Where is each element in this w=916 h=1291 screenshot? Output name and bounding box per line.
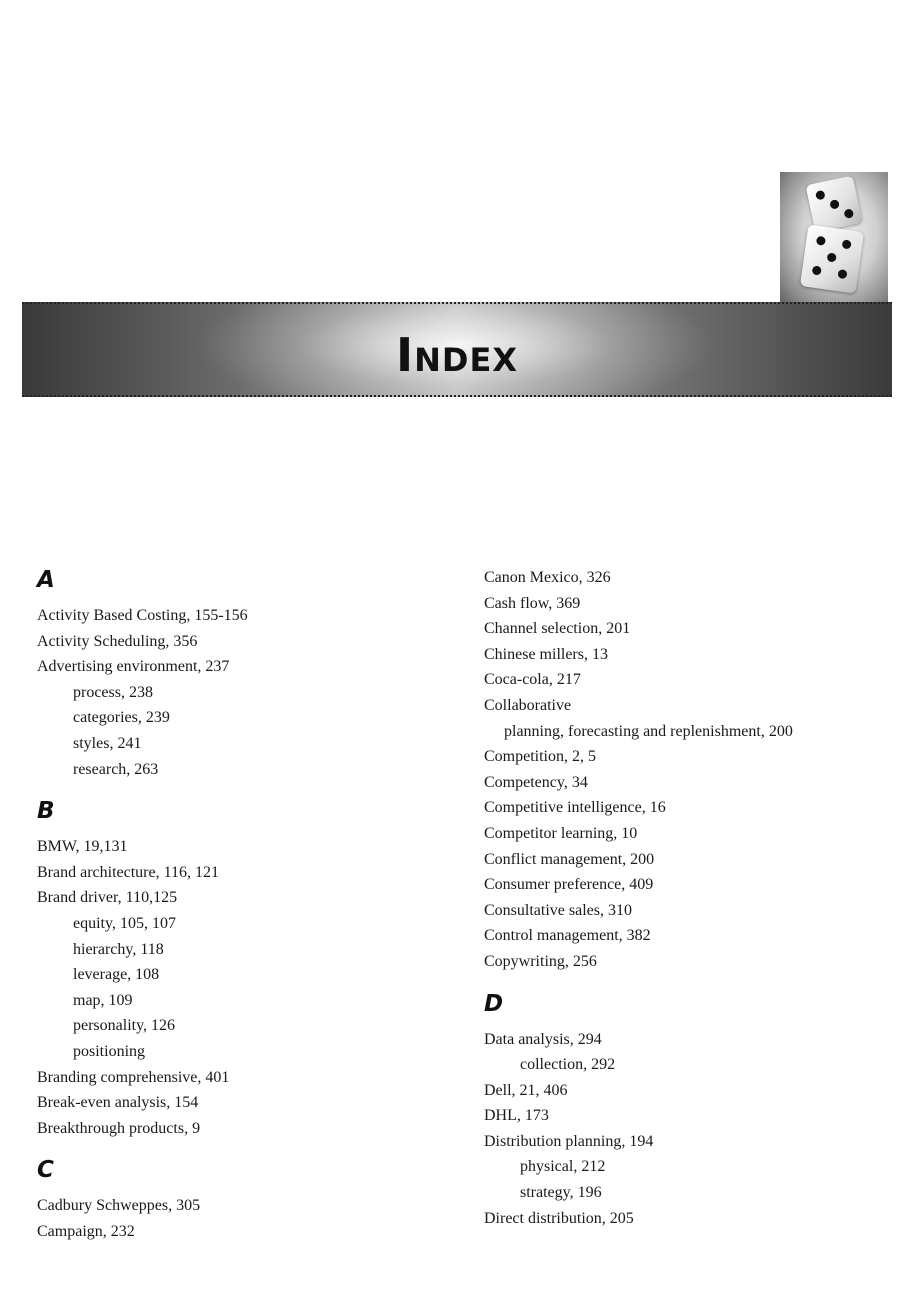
index-entry: Direct distribution, 205 xyxy=(484,1209,634,1227)
index-entry: Canon Mexico, 326 xyxy=(484,569,611,586)
index-entry: Brand architecture, 116, 121 xyxy=(37,863,220,881)
index-entry: Cash flow, 369 xyxy=(484,594,581,612)
index-entry: Channel selection, 201 xyxy=(484,620,631,638)
index-entry: Coca-cola, 217 xyxy=(484,671,581,689)
dice-icon xyxy=(780,172,888,306)
index-subentry: planning, forecasting and replenishment, 200 xyxy=(504,722,793,740)
index-entry: Control management, 382 xyxy=(484,927,651,945)
index-entry: DHL, 173 xyxy=(484,1107,549,1125)
index-entry: Breakthrough products, 9 xyxy=(37,1119,201,1137)
page-title: INDEX xyxy=(396,328,518,382)
section-letter: B xyxy=(37,798,55,825)
index-subentry: research, 263 xyxy=(73,760,159,778)
index-subentry: map, 109 xyxy=(73,991,133,1009)
index-entry: Competition, 2, 5 xyxy=(484,748,596,766)
index-subentry: styles, 241 xyxy=(73,734,142,752)
index-entry: Data analysis, 294 xyxy=(484,1030,602,1048)
index-entry: Advertising environment, 237 xyxy=(37,658,230,676)
index-entry: Brand driver, 110,125 xyxy=(37,889,178,907)
index-subentry: strategy, 196 xyxy=(520,1184,602,1202)
index-entry: Collaborative xyxy=(484,696,572,714)
index-entry: Consultative sales, 310 xyxy=(484,901,632,919)
index-entry: Copywriting, 256 xyxy=(484,952,597,970)
index-entry: BMW, 19,131 xyxy=(37,838,128,856)
index-entry: Campaign, 232 xyxy=(37,1222,135,1240)
index-subentry: positioning xyxy=(73,1042,146,1060)
index-entry: Chinese millers, 13 xyxy=(484,645,608,663)
index-subentry: leverage, 108 xyxy=(73,966,160,984)
index-entry: Break-even analysis, 154 xyxy=(37,1094,199,1112)
index-entry: Dell, 21, 406 xyxy=(484,1081,568,1099)
index-subentry: categories, 239 xyxy=(73,709,170,727)
index-entry: Distribution planning, 194 xyxy=(484,1132,654,1150)
index-column-left xyxy=(37,565,437,1244)
index-subentry: physical, 212 xyxy=(520,1158,606,1176)
index-entry: Consumer preference, 409 xyxy=(484,876,654,894)
section-letter: C xyxy=(37,1157,54,1184)
section-letter: D xyxy=(484,990,504,1017)
index-entry: Competitor learning, 10 xyxy=(484,824,638,842)
index-subentry: process, 238 xyxy=(73,683,153,701)
index-entry: Cadbury Schweppes, 305 xyxy=(37,1197,201,1215)
index-subentry: personality, 126 xyxy=(73,1017,176,1035)
index-entry: Activity Scheduling, 356 xyxy=(37,632,198,650)
index-banner xyxy=(22,302,892,397)
index-entry: Competitive intelligence, 16 xyxy=(484,799,666,817)
index-column-right xyxy=(484,565,904,1231)
index-entry: Branding comprehensive, 401 xyxy=(37,1068,230,1086)
section-letter: A xyxy=(37,567,55,593)
die-top xyxy=(806,176,863,233)
index-subentry: hierarchy, 118 xyxy=(73,940,164,958)
index-entry: Activity Based Costing, 155-156 xyxy=(37,607,248,624)
index-entry: Competency, 34 xyxy=(484,773,588,791)
index-subentry: collection, 292 xyxy=(520,1056,616,1074)
index-entry: Conflict management, 200 xyxy=(484,850,655,868)
die-bottom xyxy=(800,224,864,293)
index-subentry: equity, 105, 107 xyxy=(73,914,176,932)
